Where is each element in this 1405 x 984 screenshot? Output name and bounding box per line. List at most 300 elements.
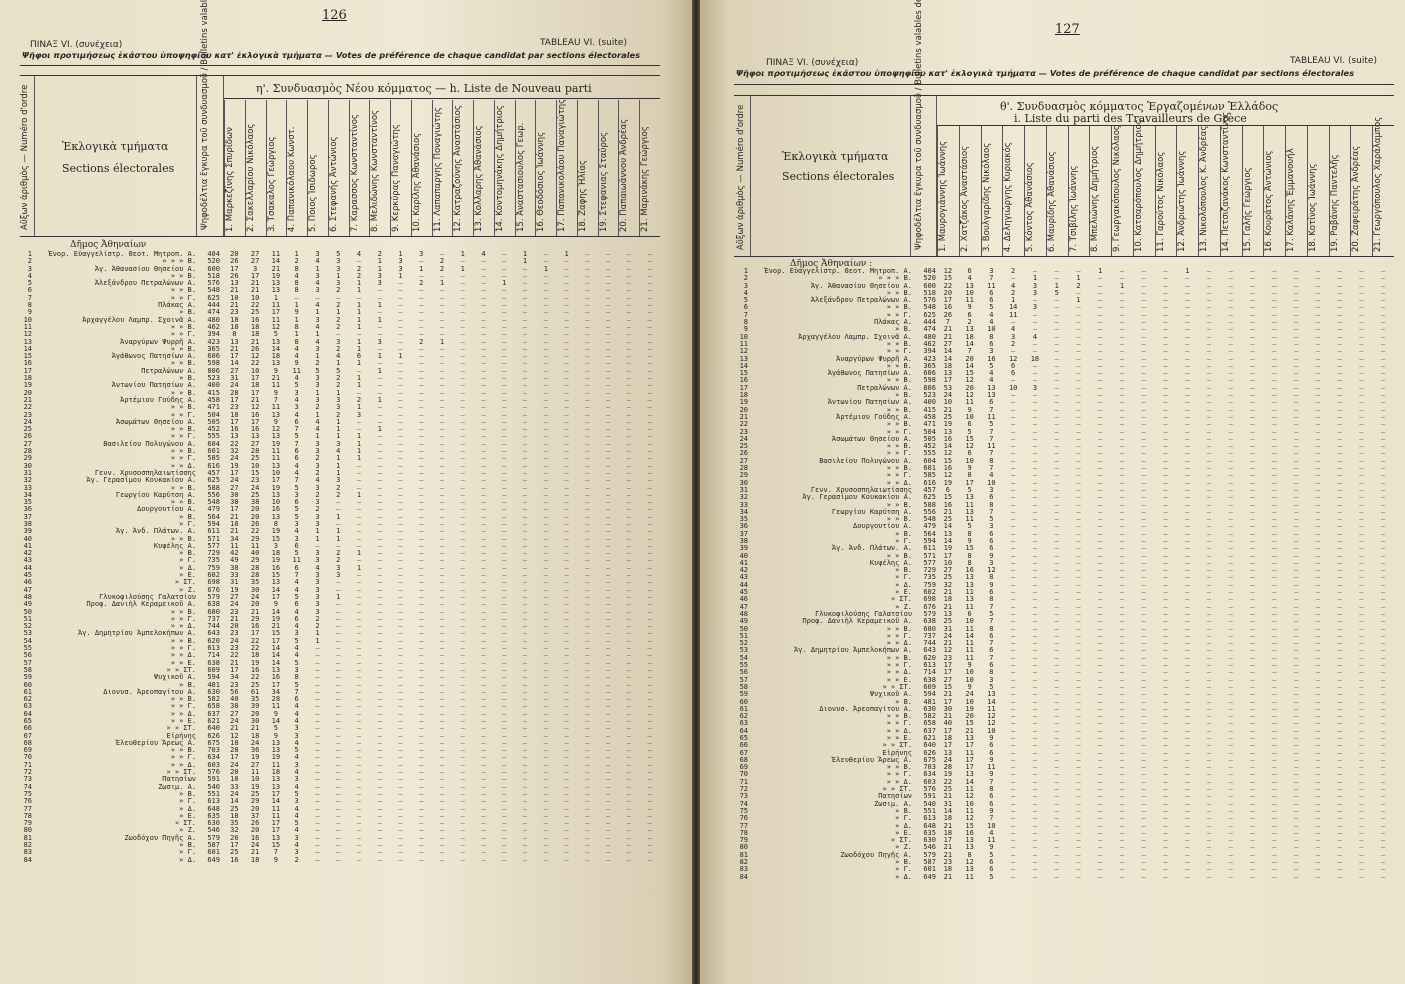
vote-cell: — bbox=[432, 317, 453, 324]
vote-cell: — bbox=[369, 682, 390, 689]
vote-cell: — bbox=[1242, 859, 1264, 866]
vote-cell: — bbox=[390, 682, 411, 689]
vote-cell: — bbox=[349, 791, 370, 798]
valid-ballots: 648 bbox=[916, 823, 936, 830]
vote-cell: — bbox=[1329, 326, 1351, 333]
vote-cell: — bbox=[473, 485, 494, 492]
vote-cell: — bbox=[556, 382, 577, 389]
vote-cell: — bbox=[1198, 874, 1220, 881]
vote-cell: 13 bbox=[266, 740, 287, 747]
valid-ballots: 404 bbox=[200, 251, 220, 258]
vote-cell: — bbox=[1198, 823, 1220, 830]
vote-cell: — bbox=[639, 339, 660, 346]
vote-cell: — bbox=[411, 587, 432, 594]
vote-cell: — bbox=[515, 528, 536, 535]
vote-cell: 1 bbox=[349, 309, 370, 316]
vote-cell: — bbox=[1089, 356, 1111, 363]
vote-cell: — bbox=[1285, 334, 1307, 341]
vote-cell: 30 bbox=[245, 718, 266, 725]
valid-ballots: 606 bbox=[200, 353, 220, 360]
vote-cell: — bbox=[1372, 574, 1394, 581]
vote-cell: 34 bbox=[224, 674, 245, 681]
vote-cell: — bbox=[369, 587, 390, 594]
valid-ballots: 365 bbox=[200, 346, 220, 353]
vote-cell: — bbox=[1263, 582, 1285, 589]
vote-cell: — bbox=[473, 360, 494, 367]
vote-cell: — bbox=[1046, 713, 1068, 720]
vote-cell: — bbox=[598, 536, 619, 543]
vote-cell: — bbox=[535, 448, 556, 455]
vote-cell: — bbox=[1155, 326, 1177, 333]
vote-cell: 4 bbox=[286, 806, 307, 813]
vote-cell: 9 bbox=[266, 390, 287, 397]
vote-cell: 3 bbox=[307, 587, 328, 594]
vote-cell: 27 bbox=[224, 485, 245, 492]
vote-cell: — bbox=[1089, 852, 1111, 859]
vote-cell: — bbox=[494, 426, 515, 433]
vote-cell: — bbox=[556, 448, 577, 455]
vote-cell: 5 bbox=[286, 382, 307, 389]
vote-cell: 17 bbox=[224, 353, 245, 360]
vote-cell: — bbox=[1307, 589, 1329, 596]
vote-cell: — bbox=[494, 477, 515, 484]
vote-cell: — bbox=[1002, 815, 1024, 822]
vote-cell: — bbox=[1329, 815, 1351, 822]
row-number: 25 bbox=[734, 443, 748, 450]
vote-cell: — bbox=[1089, 611, 1111, 618]
vote-cell: — bbox=[1329, 757, 1351, 764]
vote-cell: — bbox=[369, 791, 390, 798]
vote-cell: — bbox=[618, 740, 639, 747]
vote-cell: — bbox=[411, 455, 432, 462]
vote-cell: 15 bbox=[959, 370, 981, 377]
vote-cell: — bbox=[598, 433, 619, 440]
vote-cell: — bbox=[1307, 407, 1329, 414]
vote-cell: — bbox=[577, 689, 598, 696]
vote-cell: 36 bbox=[245, 747, 266, 754]
vote-cell: — bbox=[1155, 275, 1177, 282]
vote-cell: — bbox=[556, 295, 577, 302]
vote-cell: — bbox=[1111, 786, 1133, 793]
valid-ballots: 577 bbox=[200, 543, 220, 550]
vote-cell: — bbox=[1242, 487, 1264, 494]
table-row bbox=[734, 844, 1399, 851]
vote-cell: — bbox=[1350, 815, 1372, 822]
vote-cell: — bbox=[452, 784, 473, 791]
vote-cell: — bbox=[639, 448, 660, 455]
vote-cell: — bbox=[1242, 720, 1264, 727]
vote-cell: — bbox=[390, 426, 411, 433]
vote-cell: — bbox=[1329, 407, 1351, 414]
vote-cell: — bbox=[1068, 487, 1090, 494]
vote-cell: — bbox=[494, 784, 515, 791]
vote-cell: — bbox=[1155, 407, 1177, 414]
vote-cell: — bbox=[535, 718, 556, 725]
vote-cell: — bbox=[598, 258, 619, 265]
vote-cell: — bbox=[618, 849, 639, 856]
vote-cell: — bbox=[494, 601, 515, 608]
vote-cell: 20 bbox=[959, 385, 981, 392]
vote-cell: — bbox=[1155, 290, 1177, 297]
vote-cell: — bbox=[1155, 450, 1177, 457]
row-number: 33 bbox=[734, 502, 748, 509]
vote-cell: — bbox=[1111, 443, 1133, 450]
row-number: 8 bbox=[18, 302, 32, 309]
vote-cell: — bbox=[1307, 815, 1329, 822]
section-name: » Β. bbox=[34, 791, 196, 798]
vote-cell: 1 bbox=[369, 302, 390, 309]
vote-cell: — bbox=[556, 353, 577, 360]
vote-cell: — bbox=[598, 667, 619, 674]
vote-cell: — bbox=[515, 747, 536, 754]
right-page bbox=[700, 0, 1405, 984]
section-name: » » Γ. bbox=[750, 720, 912, 727]
vote-cell: 24 bbox=[937, 392, 959, 399]
vote-cell: — bbox=[1068, 290, 1090, 297]
table-row bbox=[18, 536, 668, 543]
vote-cell: — bbox=[1263, 859, 1285, 866]
vote-cell: 11 bbox=[266, 404, 287, 411]
vote-cell: 14 bbox=[266, 660, 287, 667]
vote-cell: 21 bbox=[245, 287, 266, 294]
vote-cell: 18 bbox=[1024, 356, 1046, 363]
vote-cell: — bbox=[556, 324, 577, 331]
vote-cell: — bbox=[1176, 604, 1198, 611]
vote-cell: — bbox=[1307, 677, 1329, 684]
vote-cell: — bbox=[328, 543, 349, 550]
vote-cell: 3 bbox=[369, 280, 390, 287]
vote-cell: 4 bbox=[286, 652, 307, 659]
vote-cell: — bbox=[1329, 494, 1351, 501]
section-name: Πατησίων bbox=[750, 793, 912, 800]
vote-cell: — bbox=[1372, 487, 1394, 494]
vote-cell: — bbox=[515, 455, 536, 462]
vote-cell: — bbox=[1002, 823, 1024, 830]
vote-cell: 3 bbox=[286, 521, 307, 528]
vote-cell: — bbox=[535, 317, 556, 324]
vote-cell: 4 bbox=[286, 528, 307, 535]
valid-ballots: 462 bbox=[200, 324, 220, 331]
vote-cell: 3 bbox=[307, 557, 328, 564]
vote-cell: 12 bbox=[224, 733, 245, 740]
vote-cell: — bbox=[1155, 837, 1177, 844]
candidate-name: 7. Καρασσος Κωνσταντίνος bbox=[350, 104, 369, 232]
vote-cell: — bbox=[1263, 385, 1285, 392]
vote-cell: — bbox=[432, 798, 453, 805]
vote-cell: — bbox=[1046, 531, 1068, 538]
vote-cell: — bbox=[1372, 633, 1394, 640]
vote-cell: — bbox=[473, 390, 494, 397]
candidate-name: 20. Ζαφειράτης Ἀνδρέας bbox=[1351, 130, 1371, 252]
vote-cell: — bbox=[1024, 859, 1046, 866]
vote-cell: 13 bbox=[266, 492, 287, 499]
vote-cell: — bbox=[1155, 363, 1177, 370]
vote-cell: 26 bbox=[245, 820, 266, 827]
vote-cell: 9 bbox=[266, 857, 287, 864]
vote-cell: — bbox=[1002, 604, 1024, 611]
vote-cell: — bbox=[618, 375, 639, 382]
vote-cell: — bbox=[1024, 808, 1046, 815]
vote-cell: 4 bbox=[286, 609, 307, 616]
vote-cell: — bbox=[1111, 735, 1133, 742]
section-name: » » Β. bbox=[34, 346, 196, 353]
vote-cell: — bbox=[1046, 268, 1068, 275]
vote-cell: — bbox=[307, 806, 328, 813]
vote-cell: — bbox=[535, 353, 556, 360]
valid-ballots: 806 bbox=[916, 385, 936, 392]
section-name: » Β. bbox=[34, 375, 196, 382]
vote-cell: 8 bbox=[286, 339, 307, 346]
vote-cell: — bbox=[1155, 844, 1177, 851]
vote-cell: 1 bbox=[349, 382, 370, 389]
vote-cell: — bbox=[1089, 560, 1111, 567]
table-row bbox=[734, 596, 1399, 603]
vote-cell: — bbox=[1220, 662, 1242, 669]
vote-cell: — bbox=[1350, 611, 1372, 618]
vote-cell: — bbox=[556, 390, 577, 397]
vote-cell: — bbox=[639, 652, 660, 659]
vote-cell: — bbox=[535, 455, 556, 462]
vote-cell: — bbox=[411, 857, 432, 864]
vote-cell: 5 bbox=[981, 421, 1003, 428]
vote-cell: — bbox=[494, 689, 515, 696]
row-number: 1 bbox=[734, 268, 748, 275]
vote-cell: — bbox=[1111, 771, 1133, 778]
vote-cell: — bbox=[473, 455, 494, 462]
vote-cell: — bbox=[369, 667, 390, 674]
vote-cell: — bbox=[473, 609, 494, 616]
candidate-name: 21. Γεωργόπουλος Χαράλαμπος bbox=[1373, 130, 1393, 252]
vote-cell: 5 bbox=[286, 433, 307, 440]
vote-cell: 1 bbox=[307, 412, 328, 419]
vote-cell: 6 bbox=[286, 696, 307, 703]
valid-ballots: 635 bbox=[916, 830, 936, 837]
vote-cell: 2 bbox=[307, 470, 328, 477]
vote-cell: — bbox=[369, 433, 390, 440]
vote-cell: — bbox=[411, 747, 432, 754]
vote-cell: 3 bbox=[286, 798, 307, 805]
valid-ballots: 613 bbox=[200, 645, 220, 652]
vote-cell: — bbox=[1263, 553, 1285, 560]
vote-cell: — bbox=[515, 550, 536, 557]
vote-cell: — bbox=[369, 492, 390, 499]
vote-cell: — bbox=[535, 397, 556, 404]
vote-cell: 14 bbox=[266, 652, 287, 659]
vote-cell: — bbox=[639, 572, 660, 579]
vote-cell: — bbox=[1242, 443, 1264, 450]
vote-cell: — bbox=[1350, 874, 1372, 881]
vote-cell: — bbox=[1176, 779, 1198, 786]
vote-cell: 1 bbox=[452, 266, 473, 273]
vote-cell: — bbox=[1350, 808, 1372, 815]
vote-cell: — bbox=[390, 477, 411, 484]
valid-ballots: 548 bbox=[200, 287, 220, 294]
vote-cell: — bbox=[1307, 341, 1329, 348]
table-row bbox=[734, 472, 1399, 479]
vote-cell: 7 bbox=[981, 450, 1003, 457]
vote-cell: — bbox=[328, 623, 349, 630]
vote-cell: — bbox=[1111, 465, 1133, 472]
vote-cell: 2 bbox=[959, 319, 981, 326]
vote-cell: 6 bbox=[981, 531, 1003, 538]
vote-cell: — bbox=[411, 557, 432, 564]
vote-cell: — bbox=[1155, 582, 1177, 589]
vote-cell: — bbox=[1046, 779, 1068, 786]
vote-cell: 16 bbox=[245, 412, 266, 419]
vote-cell: — bbox=[494, 791, 515, 798]
section-name: » » Γ. bbox=[750, 633, 912, 640]
vote-cell: — bbox=[577, 309, 598, 316]
vote-cell: — bbox=[1220, 304, 1242, 311]
table-row bbox=[734, 421, 1399, 428]
vote-cell: — bbox=[1089, 421, 1111, 428]
vote-cell: — bbox=[1133, 786, 1155, 793]
vote-cell: — bbox=[535, 682, 556, 689]
vote-cell: — bbox=[1350, 312, 1372, 319]
vote-cell: 8 bbox=[959, 553, 981, 560]
vote-cell: — bbox=[1133, 304, 1155, 311]
vote-cell: — bbox=[1307, 596, 1329, 603]
vote-cell: — bbox=[515, 331, 536, 338]
vote-cell: — bbox=[1046, 560, 1068, 567]
vote-cell: — bbox=[432, 827, 453, 834]
vote-cell: — bbox=[1046, 436, 1068, 443]
vote-cell: — bbox=[1155, 516, 1177, 523]
vote-cell: — bbox=[1068, 370, 1090, 377]
vote-cell: — bbox=[598, 419, 619, 426]
vote-cell: — bbox=[1263, 844, 1285, 851]
vote-cell: 3 bbox=[328, 565, 349, 572]
vote-cell: 1 bbox=[349, 346, 370, 353]
section-name: » Β. bbox=[34, 514, 196, 521]
vote-cell: 26 bbox=[245, 346, 266, 353]
vote-cell: — bbox=[577, 433, 598, 440]
vote-cell: — bbox=[1198, 574, 1220, 581]
vote-cell: — bbox=[369, 441, 390, 448]
vote-cell: — bbox=[1155, 742, 1177, 749]
valid-ballots: 698 bbox=[916, 596, 936, 603]
vote-cell: — bbox=[1046, 844, 1068, 851]
vote-cell: — bbox=[1350, 742, 1372, 749]
row-number: 65 bbox=[734, 735, 748, 742]
vote-cell: — bbox=[598, 455, 619, 462]
vote-cell: — bbox=[1046, 509, 1068, 516]
vote-cell: — bbox=[1220, 823, 1242, 830]
vote-cell: — bbox=[1068, 647, 1090, 654]
vote-cell: — bbox=[1176, 312, 1198, 319]
vote-cell: — bbox=[1220, 611, 1242, 618]
vote-cell: — bbox=[639, 317, 660, 324]
vote-cell: — bbox=[494, 331, 515, 338]
vote-cell: — bbox=[1307, 509, 1329, 516]
vote-cell: — bbox=[1198, 560, 1220, 567]
vote-cell: 13 bbox=[266, 339, 287, 346]
vote-cell: — bbox=[535, 499, 556, 506]
vote-cell: — bbox=[1002, 786, 1024, 793]
vote-cell: — bbox=[1372, 662, 1394, 669]
vote-cell: — bbox=[1133, 582, 1155, 589]
vote-cell: — bbox=[535, 594, 556, 601]
vote-cell: — bbox=[1068, 582, 1090, 589]
vote-cell: — bbox=[1046, 596, 1068, 603]
vote-cell: — bbox=[390, 499, 411, 506]
table-row bbox=[734, 385, 1399, 392]
vote-cell: — bbox=[618, 273, 639, 280]
vote-cell: — bbox=[307, 827, 328, 834]
vote-cell: — bbox=[577, 287, 598, 294]
vote-cell: 9 bbox=[286, 360, 307, 367]
vote-cell: 21 bbox=[266, 623, 287, 630]
vote-cell: — bbox=[598, 309, 619, 316]
vote-cell: — bbox=[349, 485, 370, 492]
vote-cell: — bbox=[1198, 626, 1220, 633]
vote-cell: 4 bbox=[286, 623, 307, 630]
vote-cell: — bbox=[494, 397, 515, 404]
vote-cell: — bbox=[1350, 545, 1372, 552]
vote-cell: — bbox=[1329, 684, 1351, 691]
vote-cell: — bbox=[411, 346, 432, 353]
vote-cell: — bbox=[618, 470, 639, 477]
table-row bbox=[18, 499, 668, 506]
vote-cell: — bbox=[1111, 538, 1133, 545]
row-number: 44 bbox=[18, 565, 32, 572]
vote-cell: — bbox=[577, 849, 598, 856]
vote-cell: — bbox=[598, 747, 619, 754]
vote-cell: — bbox=[598, 813, 619, 820]
vote-cell: — bbox=[1176, 516, 1198, 523]
vote-cell: — bbox=[639, 579, 660, 586]
vote-cell: 3 bbox=[266, 543, 287, 550]
vote-cell: — bbox=[1046, 786, 1068, 793]
candidate-name: 13. Κολλαρης Ἀθανάσιος bbox=[474, 104, 493, 232]
vote-cell: — bbox=[432, 324, 453, 331]
valid-ballots: 601 bbox=[200, 448, 220, 455]
vote-cell: — bbox=[1242, 312, 1264, 319]
vote-cell: — bbox=[1220, 290, 1242, 297]
col-divider bbox=[910, 96, 911, 256]
vote-cell: — bbox=[1307, 560, 1329, 567]
vote-cell: — bbox=[390, 528, 411, 535]
vote-cell: 3 bbox=[411, 251, 432, 258]
vote-cell: — bbox=[1089, 290, 1111, 297]
vote-cell: — bbox=[1263, 713, 1285, 720]
vote-cell: — bbox=[1307, 334, 1329, 341]
section-name: » Ζ. bbox=[34, 587, 196, 594]
vote-cell: — bbox=[390, 674, 411, 681]
vote-cell: — bbox=[1220, 830, 1242, 837]
vote-cell: — bbox=[1133, 647, 1155, 654]
vote-cell: — bbox=[1002, 545, 1024, 552]
vote-cell: — bbox=[556, 806, 577, 813]
vote-cell: 30 bbox=[224, 492, 245, 499]
vote-cell: 3 bbox=[328, 258, 349, 265]
row-number: 17 bbox=[734, 385, 748, 392]
vote-cell: — bbox=[390, 645, 411, 652]
table-row bbox=[18, 579, 668, 586]
vote-cell: — bbox=[473, 463, 494, 470]
vote-cell: — bbox=[1024, 450, 1046, 457]
vote-cell: — bbox=[1155, 728, 1177, 735]
sections-french: Sections électorales bbox=[62, 162, 174, 175]
vote-cell: — bbox=[1198, 502, 1220, 509]
vote-cell: — bbox=[328, 638, 349, 645]
vote-cell: — bbox=[1089, 640, 1111, 647]
vote-cell: 6 bbox=[981, 297, 1003, 304]
vote-cell: — bbox=[1242, 502, 1264, 509]
vote-cell: — bbox=[639, 609, 660, 616]
vote-cell: 10 bbox=[981, 480, 1003, 487]
vote-cell: — bbox=[1089, 443, 1111, 450]
